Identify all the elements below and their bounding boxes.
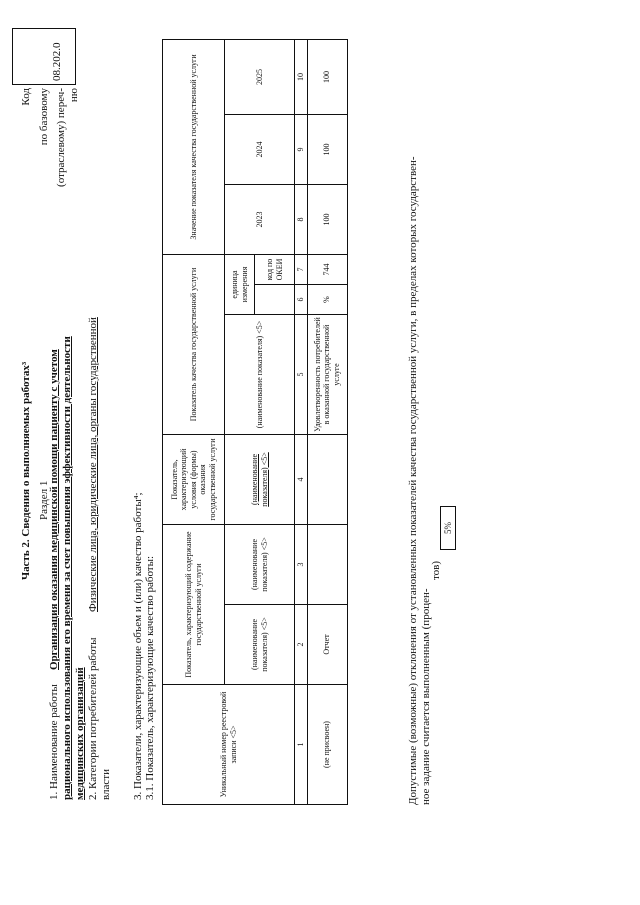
work-name-line-2: рационального использования его времени за счет повышения эффективности деятельности <box>61 336 73 800</box>
column-number: 7 <box>295 254 308 284</box>
column-number: 10 <box>295 39 308 114</box>
rotated-document-page <box>10 20 630 880</box>
row-okei: 744 <box>307 254 347 284</box>
header-year-3: 2025 <box>225 39 295 114</box>
work-name-line-1: Организация оказания медицинской помощи пациенту с учетом <box>48 349 60 670</box>
header-quality-indicator: Показатель качества государственной услуги <box>163 254 225 434</box>
column-number: 2 <box>295 605 308 685</box>
code-label-3: (отраслевому) переч- <box>55 88 67 187</box>
row-content-2 <box>307 525 347 605</box>
page-title: Часть 2. Сведения о выполняемых работах³ <box>20 361 32 580</box>
column-number: 6 <box>295 285 308 315</box>
quality-heading: 3.1. Показатель, характеризующие качество работы: <box>144 555 156 800</box>
code-label-4: ню <box>68 88 80 103</box>
code-label-2: по базовому <box>38 88 50 146</box>
header-name-3: (наименование показателя) <5> <box>225 435 295 525</box>
code-value: 08.202.0 <box>51 42 63 81</box>
footer-line-3: тов) <box>430 560 442 580</box>
header-values: Значение показателя качества государственной услуги <box>163 39 225 254</box>
header-name-4: (наименование показателя) <5> <box>225 315 295 435</box>
column-number: 1 <box>295 685 308 805</box>
work-name-line-3: медицинских организаций <box>74 667 86 800</box>
row-content-1: Отчет <box>307 605 347 685</box>
quality-table <box>162 39 348 805</box>
code-box <box>12 28 76 85</box>
footer-line-1: Допустимые (возможные) отклонения от установленных показателей качества государственной услуги, в пределах которых государствен- <box>407 156 419 805</box>
row-unit: % <box>307 285 347 315</box>
row-value-2023: 100 <box>307 184 347 254</box>
row-value-2025: 100 <box>307 39 347 114</box>
header-year-2: 2024 <box>225 114 295 184</box>
deviation-box: 5% <box>440 506 456 550</box>
column-number: 3 <box>295 525 308 605</box>
header-name-2: (наименование показателя) <5> <box>225 525 295 605</box>
header-content-indicator: Показатель, характеризующий содержание государственной услуги <box>163 525 225 685</box>
header-unique-number: Уникальный номер реестровой записи <5> <box>163 685 295 805</box>
header-unit: единица измерения <box>225 254 255 314</box>
row-value-2024: 100 <box>307 114 347 184</box>
header-name-1: (наименование показателя) <5> <box>225 605 295 685</box>
column-number: 4 <box>295 435 308 525</box>
header-unit-name <box>255 285 295 315</box>
code-label-1: Код <box>20 88 32 106</box>
header-okei: код по ОКЕИ <box>255 254 295 284</box>
row-indicator: Удовлетворенность потребителей в оказанной государственной услуге <box>307 315 347 435</box>
section-label: Раздел 1 <box>38 480 50 520</box>
column-number: 5 <box>295 315 308 435</box>
footer-line-2: ное задание считается выполненным (процен- <box>420 588 432 805</box>
header-conditions-indicator: Показатель, характеризующий условия (формы) оказания государственной услуги <box>163 435 225 525</box>
column-number: 8 <box>295 184 308 254</box>
consumers-value: Физические лица, юридические лица, органы государственной <box>87 317 99 612</box>
header-year-1: 2023 <box>225 184 295 254</box>
row-conditions <box>307 435 347 525</box>
row-unique-number: (не присвоен) <box>307 685 347 805</box>
consumers-label: 2. Категории потребителей работы <box>87 637 99 800</box>
column-number: 9 <box>295 114 308 184</box>
indicators-heading: 3. Показатели, характеризующие объем и (или) качество работы⁴; <box>132 492 144 800</box>
work-name-label: 1. Наименование работы <box>48 684 60 800</box>
consumers-value-2: власти <box>100 769 112 800</box>
